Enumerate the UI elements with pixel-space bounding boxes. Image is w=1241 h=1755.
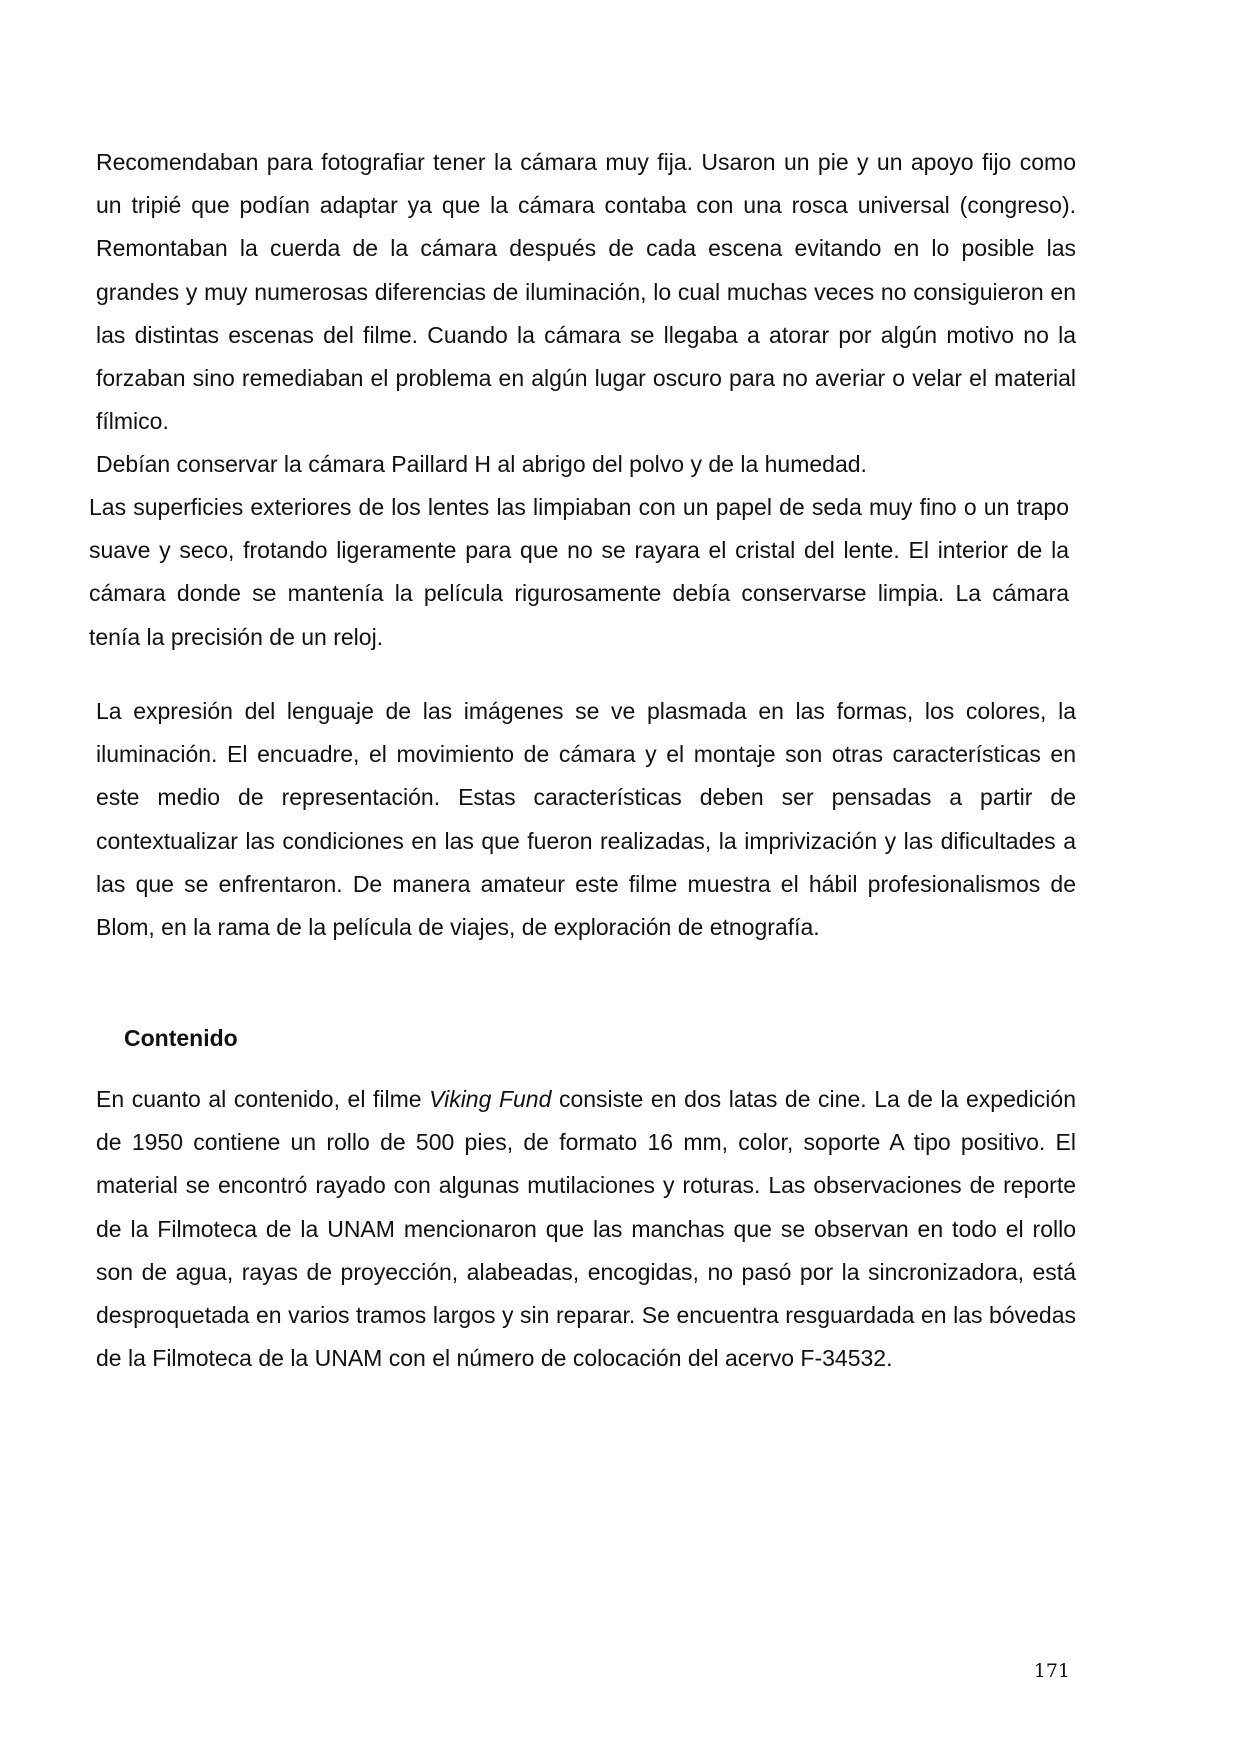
film-title: Viking Fund xyxy=(429,1086,552,1112)
paragraph-image-language: La expresión del lenguaje de las imágenes se ve plasmada en las formas, los colores, la iluminación. El encuadre, el movimiento de cámara y el montaje son otras características en este medio de representación. Estas características deben ser pensadas a partir de contextualizar las condiciones en las que fueron realizadas, la imprivización y las dificultades a las que se enfrentaron. De manera amateur este filme muestra el hábil profesionalismos de Blom, en la rama de la película de viajes, de exploración de etnografía. xyxy=(96,698,1076,941)
section-heading-contenido: Contenido xyxy=(124,1025,238,1051)
content-text-rest: consiste en dos latas de cine. La de la expedición de 1950 contiene un rollo de 500 pies, de formato 16 mm, color, soporte A tipo positivo. El material se encontró rayado con algunas mutilaciones y roturas. Las observaciones de reporte de la Filmoteca de la UNAM mencionaron que las manchas que se observan en todo el rollo son de agua, rayas de proyección, alabeadas, encogidas, no pasó por la sincronizadora, está desproquetada en varios tramos largos y sin reparar. Se encuentra resguardada en las bóvedas de la Filmoteca de la UNAM con el número de colocación del acervo F-34532. xyxy=(96,1086,1076,1372)
page-number: 171 xyxy=(1033,1660,1070,1682)
paragraph-film-content xyxy=(89,1078,1076,1380)
paragraph-camera-conservation: Debían conservar la cámara Paillard H al abrigo del polvo y de la humedad. xyxy=(96,451,867,477)
content-text-start: En cuanto al contenido, el filme xyxy=(96,1086,430,1112)
paragraph-lens-cleaning: Las superficies exteriores de los lentes las limpiaban con un papel de seda muy fino o un trapo suave y seco, frotando ligeramente para que no se rayara el cristal del lente. El interior de la cámara donde se mantenía la película rigurosamente debía conservarse limpia. La cámara tenía la precisión de un reloj. xyxy=(89,494,1069,650)
paragraph-camera-stability: Recomendaban para fotografiar tener la cámara muy fija. Usaron un pie y un apoyo fijo como un tripié que podían adaptar ya que la cámara contaba con una rosca universal (congreso). Remontaban la cuerda de la cámara después de cada escena evitando en lo posible las grandes y muy numerosas diferencias de iluminación, lo cual muchas veces no consiguieron en las distintas escenas del filme. Cuando la cámara se llegaba a atorar por algún motivo no la forzaban sino remediaban el problema en algún lugar oscuro para no averiar o velar el material fílmico. xyxy=(96,149,1076,435)
